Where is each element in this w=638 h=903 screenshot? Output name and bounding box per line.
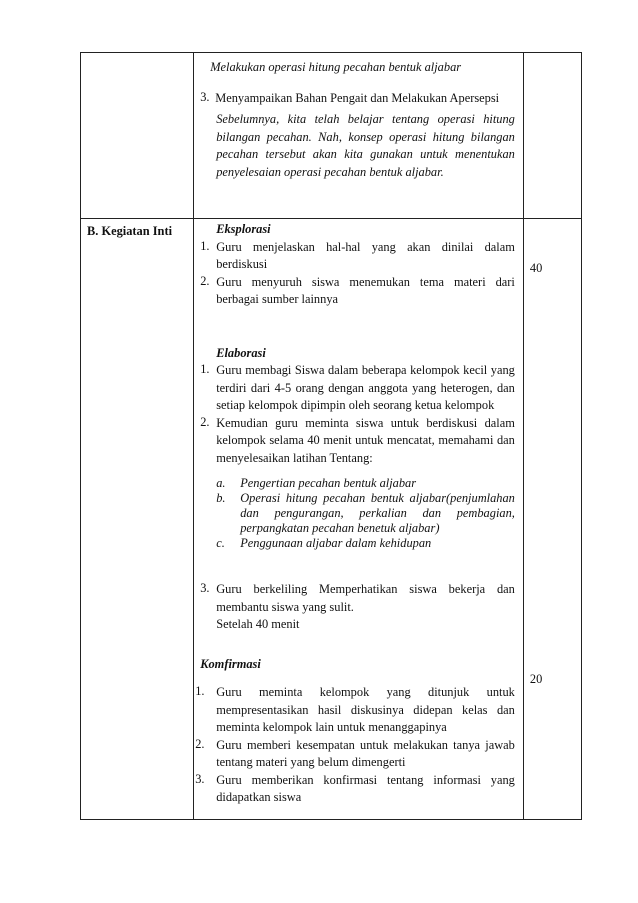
table-row-pendahuluan xyxy=(81,53,582,219)
step-3-number: 3. xyxy=(200,89,210,104)
step-3-title: Menyampaikan Bahan Pengait dan Melakukan Apersepsi xyxy=(215,90,500,105)
prev-activity-line: Melakukan operasi hitung pecahan bentuk aljabar xyxy=(210,60,462,74)
elaborasi-item-number: 3. xyxy=(200,581,210,595)
activity-cell xyxy=(194,53,524,219)
konfirmasi-item-1 xyxy=(195,684,515,737)
konfirmasi-item-2 xyxy=(195,737,515,772)
elaborasi-item-number: 1. xyxy=(200,362,210,376)
elaborasi-item-text: Guru berkeliling Memperhatikan siswa bekerja dan membantu siswa yang sulit. xyxy=(216,582,515,614)
section-label-kegiatan-inti: B. Kegiatan Inti xyxy=(81,219,194,820)
subitem-letter: b. xyxy=(216,491,226,505)
konfirmasi-item-number: 3. xyxy=(195,771,205,786)
konfirmasi-item-number: 1. xyxy=(195,684,205,698)
eksplorasi-item-2 xyxy=(200,274,515,309)
elaborasi-subitem-a xyxy=(216,476,515,491)
konfirmasi-title: Komfirmasi xyxy=(200,656,261,671)
elaborasi-item-text: Guru membagi Siswa dalam beberapa kelompok kecil yang terdiri dari 4-5 orang dengan anggota yang heterogen, dan setiap kelompok dipimpin oleh seorang ketua kelompok xyxy=(216,363,515,412)
time-cell xyxy=(523,219,581,820)
eksplorasi-item-number: 1. xyxy=(200,238,210,253)
elaborasi-title: Elaborasi xyxy=(216,345,266,360)
eksplorasi-time: 40 xyxy=(529,261,543,275)
time-cell xyxy=(523,53,581,219)
apersepsi-paragraph: Sebelumnya, kita telah belajar tentang operasi hitung bilangan pecahan. Nah, konsep operasi hitung bilangan pecahan tersebut akan kita gunakan untuk menentukan penyelesaian operasi pecahan bentuk aljabar. xyxy=(216,112,515,179)
konfirmasi-item-3 xyxy=(195,772,515,807)
konfirmasi-item-text: Guru memberi kesempatan untuk melakukan tanya jawab tentang materi yang belum dimengerti xyxy=(216,737,515,769)
subitem-text: Pengertian pecahan bentuk aljabar xyxy=(240,476,417,490)
eksplorasi-item-1 xyxy=(200,239,515,274)
elaborasi-item-3 xyxy=(200,581,515,616)
elaborasi-item-2 xyxy=(200,415,515,468)
subitem-text: Penggunaan aljabar dalam kehidupan xyxy=(240,536,432,550)
elaborasi-sublist xyxy=(200,476,515,551)
lesson-plan-table xyxy=(80,52,582,820)
eksplorasi-item-text: Guru menjelaskan hal-hal yang akan dinilai dalam berdiskusi xyxy=(216,239,515,271)
elaborasi-subitem-c xyxy=(216,536,515,551)
step-3-item xyxy=(200,90,515,108)
konfirmasi-time: 20 xyxy=(529,672,543,686)
eksplorasi-title: Eksplorasi xyxy=(216,222,271,236)
subitem-letter: c. xyxy=(216,536,225,550)
elaborasi-item-1 xyxy=(200,362,515,415)
eksplorasi-item-number: 2. xyxy=(200,273,210,288)
elaborasi-item-3-note: Setelah 40 menit xyxy=(216,617,300,631)
eksplorasi-item-text: Guru menyuruh siswa menemukan tema materi dari berbagai sumber lainnya xyxy=(216,274,515,306)
table-row-kegiatan-inti xyxy=(81,219,582,820)
elaborasi-subitem-b xyxy=(216,491,515,536)
konfirmasi-item-number: 2. xyxy=(195,736,205,751)
konfirmasi-item-text: Guru meminta kelompok yang ditunjuk untuk mempresentasikan hasil diskusinya didepan kelas dan meminta kelompok lain untuk menanggapinya xyxy=(216,685,515,734)
section-label-cell xyxy=(81,53,194,219)
elaborasi-item-number: 2. xyxy=(200,414,210,429)
konfirmasi-item-text: Guru memberikan konfirmasi tentang informasi yang didapatkan siswa xyxy=(216,772,515,804)
subitem-letter: a. xyxy=(216,476,226,490)
subitem-text: Operasi hitung pecahan bentuk aljabar(penjumlahan dan pengurangan, perkalian dan pembagian, perpangkatan pecahan benetuk aljabar) xyxy=(240,491,515,535)
activity-cell xyxy=(194,219,524,820)
elaborasi-item-text: Kemudian guru meminta siswa untuk berdiskusi dalam kelompok selama 40 menit untuk mencatat, memahami dan menyelesaikan latihan Tentang: xyxy=(216,415,515,465)
